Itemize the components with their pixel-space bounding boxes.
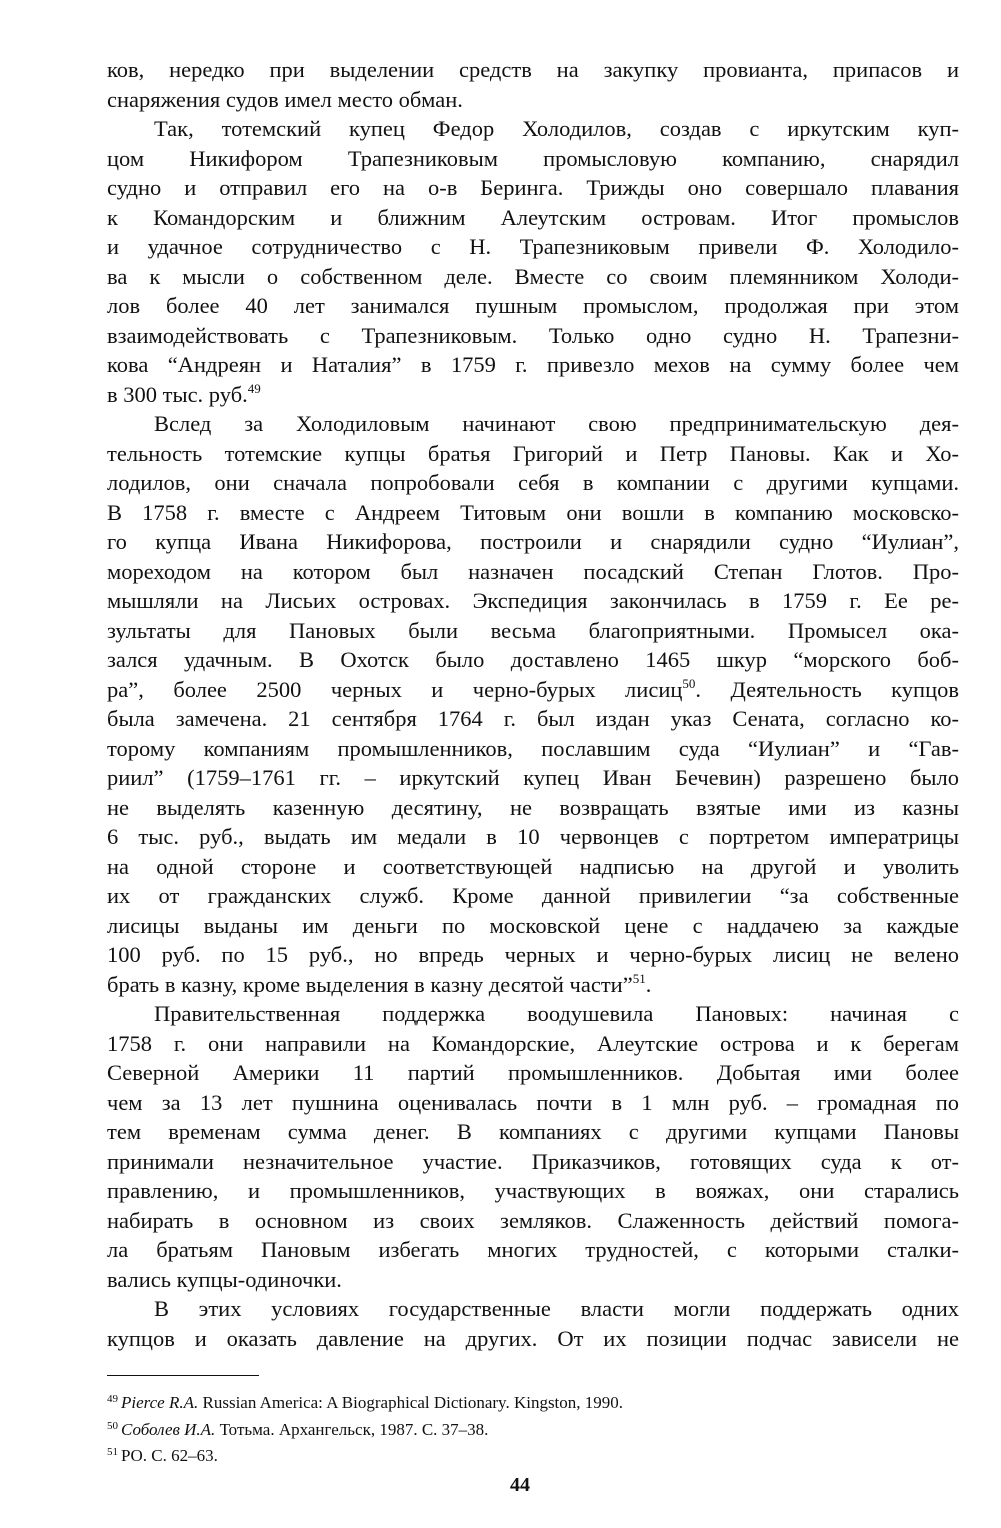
line-text: принимали незначительное участие. Приказчиков, готовящих суда к от- bbox=[107, 1148, 959, 1174]
line-text: 100 руб. по 15 руб., но впредь черных и черно-бурых лисиц не велено bbox=[107, 942, 959, 967]
line-text: и удачное сотрудничество с Н. Трапезниковым привели Ф. Холодило- bbox=[107, 234, 959, 259]
line-text: торому компаниям промышленников, пославшим суда “Иулиан” и “Гав- bbox=[107, 735, 959, 761]
text-line bbox=[107, 409, 959, 439]
line-text: была замечена. 21 сентября 1764 г. был издан указ Сената, согласно ко- bbox=[107, 706, 959, 731]
text-line bbox=[107, 203, 959, 233]
line-text: брать в казну, кроме выделения в казну десятой части” bbox=[107, 971, 633, 997]
text-line bbox=[107, 999, 959, 1029]
line-text: лодилов, они сначала попробовали себя в компании с другими купцами. bbox=[107, 470, 959, 495]
line-text: В этих условиях государственные власти могли поддержать одних bbox=[154, 1296, 959, 1321]
text-line bbox=[107, 675, 959, 705]
text-line bbox=[107, 1294, 959, 1324]
text-line bbox=[107, 85, 959, 115]
line-text: мореходом на котором был назначен посадский Степан Глотов. Про- bbox=[107, 558, 959, 584]
line-text: тем временам сумма денег. В компаниях с другими купцами Пановы bbox=[107, 1119, 959, 1144]
line-text: В 1758 г. вместе с Андреем Титовым они вошли в компанию московско- bbox=[107, 499, 959, 525]
line-text: не выделять казенную десятину, не возвращать взятые ими из казны bbox=[107, 794, 959, 820]
line-text: снаряжения судов имел место обман. bbox=[107, 86, 463, 112]
line-text: набирать в основном из своих земляков. Слаженность действий помога- bbox=[107, 1207, 959, 1233]
text-line bbox=[107, 1117, 959, 1147]
text-line bbox=[107, 321, 959, 351]
line-text: Правительственная поддержка воодушевила Пановых: начиная с bbox=[154, 1001, 959, 1026]
footnote-text: Тотьма. Архангельск, 1987. С. 37–38. bbox=[215, 1419, 489, 1439]
text-line bbox=[107, 616, 959, 646]
line-text: Вслед за Холодиловым начинают свою предпринимательскую дея- bbox=[154, 411, 959, 436]
text-line bbox=[107, 1147, 959, 1177]
line-text: 6 тыс. руб., выдать им медали в 10 червонцев с портретом императрицы bbox=[107, 824, 959, 849]
line-text: 1758 г. они направили на Командорские, Алеутские острова и к берегам bbox=[107, 1030, 959, 1056]
footnote-number: 51 bbox=[107, 1446, 118, 1458]
page-number: 44 bbox=[510, 1474, 530, 1496]
line-text: Северной Америки 11 партий промышленников. Добытая ими более bbox=[107, 1060, 959, 1085]
line-text: лисицы выданы им деньги по московской цене с наддачею за каждые bbox=[107, 912, 959, 938]
footnote-divider bbox=[107, 1375, 259, 1376]
text-line bbox=[107, 734, 959, 764]
footnote-author: Соболев И.А. bbox=[121, 1419, 216, 1439]
footnote bbox=[107, 1443, 623, 1470]
text-line bbox=[107, 144, 959, 174]
text-line bbox=[107, 852, 959, 882]
text-line bbox=[107, 763, 959, 793]
line-text: к Командорским и ближним Алеутским островам. Итог промыслов bbox=[107, 204, 959, 230]
footnote-author: Pierce R.A. bbox=[121, 1393, 199, 1412]
text-line bbox=[107, 557, 959, 587]
footnote-number: 49 bbox=[107, 1393, 118, 1405]
line-text: тельность тотемские купцы братья Григорий и Петр Пановы. Как и Хо- bbox=[107, 440, 959, 466]
line-text: их от гражданских служб. Кроме данной привилегии “за собственные bbox=[107, 883, 959, 908]
text-line bbox=[107, 527, 959, 557]
text-line bbox=[107, 350, 959, 380]
text-line bbox=[107, 232, 959, 262]
paragraph bbox=[107, 1294, 959, 1353]
line-text: Так, тотемский купец Федор Холодилов, создав с иркутским куп- bbox=[154, 116, 959, 141]
line-text: зультаты для Пановых были весьма благоприятными. Промысел ока- bbox=[107, 617, 959, 643]
line-text: мышляли на Лисьих островах. Экспедиция закончилась в 1759 г. Ее ре- bbox=[107, 588, 959, 613]
line-text: цом Никифором Трапезниковым промысловую компанию, снарядил bbox=[107, 145, 959, 171]
text-line bbox=[107, 940, 959, 970]
line-text-after: . bbox=[645, 971, 652, 997]
footnote bbox=[107, 1390, 623, 1417]
text-line bbox=[107, 380, 959, 410]
footnote-reference: 50 bbox=[682, 675, 696, 691]
footnotes bbox=[107, 1390, 623, 1470]
line-text: кова “Андреян и Наталия” в 1759 г. привезло мехов на сумму более чем bbox=[107, 352, 959, 377]
paragraph bbox=[107, 114, 959, 409]
line-text: ва к мысли о собственном деле. Вместе со своим племянником Холоди- bbox=[107, 263, 959, 289]
text-line bbox=[107, 439, 959, 469]
line-text: вались купцы-одиночки. bbox=[107, 1266, 342, 1292]
text-line bbox=[107, 1265, 959, 1295]
footnote-reference: 49 bbox=[247, 380, 261, 396]
body-text bbox=[107, 55, 959, 1353]
text-line bbox=[107, 704, 959, 734]
line-text: в 300 тыс. руб. bbox=[107, 381, 248, 407]
line-text: на одной стороне и соответствующей надписью на другой и уволить bbox=[107, 853, 959, 879]
text-line bbox=[107, 1088, 959, 1118]
line-text: риил” (1759–1761 гг. – иркутский купец Иван Бечевин) разрешено было bbox=[107, 765, 959, 790]
text-line bbox=[107, 881, 959, 911]
line-text: купцов и оказать давление на других. От их позиции подчас зависели не bbox=[107, 1325, 959, 1351]
line-text-after: . Деятельность купцов bbox=[695, 676, 959, 702]
paragraph bbox=[107, 999, 959, 1294]
line-text: ла братьям Пановым избегать многих трудностей, с которыми сталки- bbox=[107, 1237, 959, 1262]
footnote bbox=[107, 1417, 623, 1444]
line-text: правлению, и промышленников, участвующих в вояжах, они старались bbox=[107, 1178, 959, 1203]
line-text: ра”, более 2500 черных и черно-бурых лисиц bbox=[107, 676, 683, 702]
line-text: го купца Ивана Никифорова, построили и снарядили судно “Иулиан”, bbox=[107, 529, 959, 554]
text-line bbox=[107, 793, 959, 823]
line-text: ков, нередко при выделении средств на закупку провианта, припасов и bbox=[107, 57, 959, 82]
footnote-text: PO. C. 62–63. bbox=[121, 1446, 218, 1465]
line-text: чем за 13 лет пушнина оценивалась почти в 1 млн руб. – громадная по bbox=[107, 1089, 959, 1115]
text-line bbox=[107, 970, 959, 1000]
text-line bbox=[107, 586, 959, 616]
text-line bbox=[107, 291, 959, 321]
text-line bbox=[107, 173, 959, 203]
line-text: зался удачным. В Охотск было доставлено 1465 шкур “морского боб- bbox=[107, 647, 959, 672]
footnote-number: 50 bbox=[107, 1419, 118, 1432]
text-line bbox=[107, 911, 959, 941]
text-line bbox=[107, 55, 959, 85]
text-line bbox=[107, 468, 959, 498]
text-line bbox=[107, 498, 959, 528]
line-text: лов более 40 лет занимался пушным промыслом, продолжая при этом bbox=[107, 293, 959, 318]
paragraph bbox=[107, 55, 959, 114]
text-line bbox=[107, 1206, 959, 1236]
text-line bbox=[107, 114, 959, 144]
text-line bbox=[107, 1029, 959, 1059]
text-line bbox=[107, 1176, 959, 1206]
text-line bbox=[107, 1235, 959, 1265]
text-line bbox=[107, 262, 959, 292]
line-text: судно и отправил его на о-в Беринга. Трижды оно совершало плавания bbox=[107, 175, 959, 200]
text-line bbox=[107, 645, 959, 675]
text-line bbox=[107, 1058, 959, 1088]
footnote-reference: 51 bbox=[632, 970, 646, 986]
line-text: взаимодействовать с Трапезниковым. Только одно судно Н. Трапезни- bbox=[107, 322, 959, 348]
text-line bbox=[107, 822, 959, 852]
footnote-text: Russian America: A Biographical Dictionary. Kingston, 1990. bbox=[198, 1393, 624, 1412]
text-line bbox=[107, 1324, 959, 1354]
paragraph bbox=[107, 409, 959, 999]
